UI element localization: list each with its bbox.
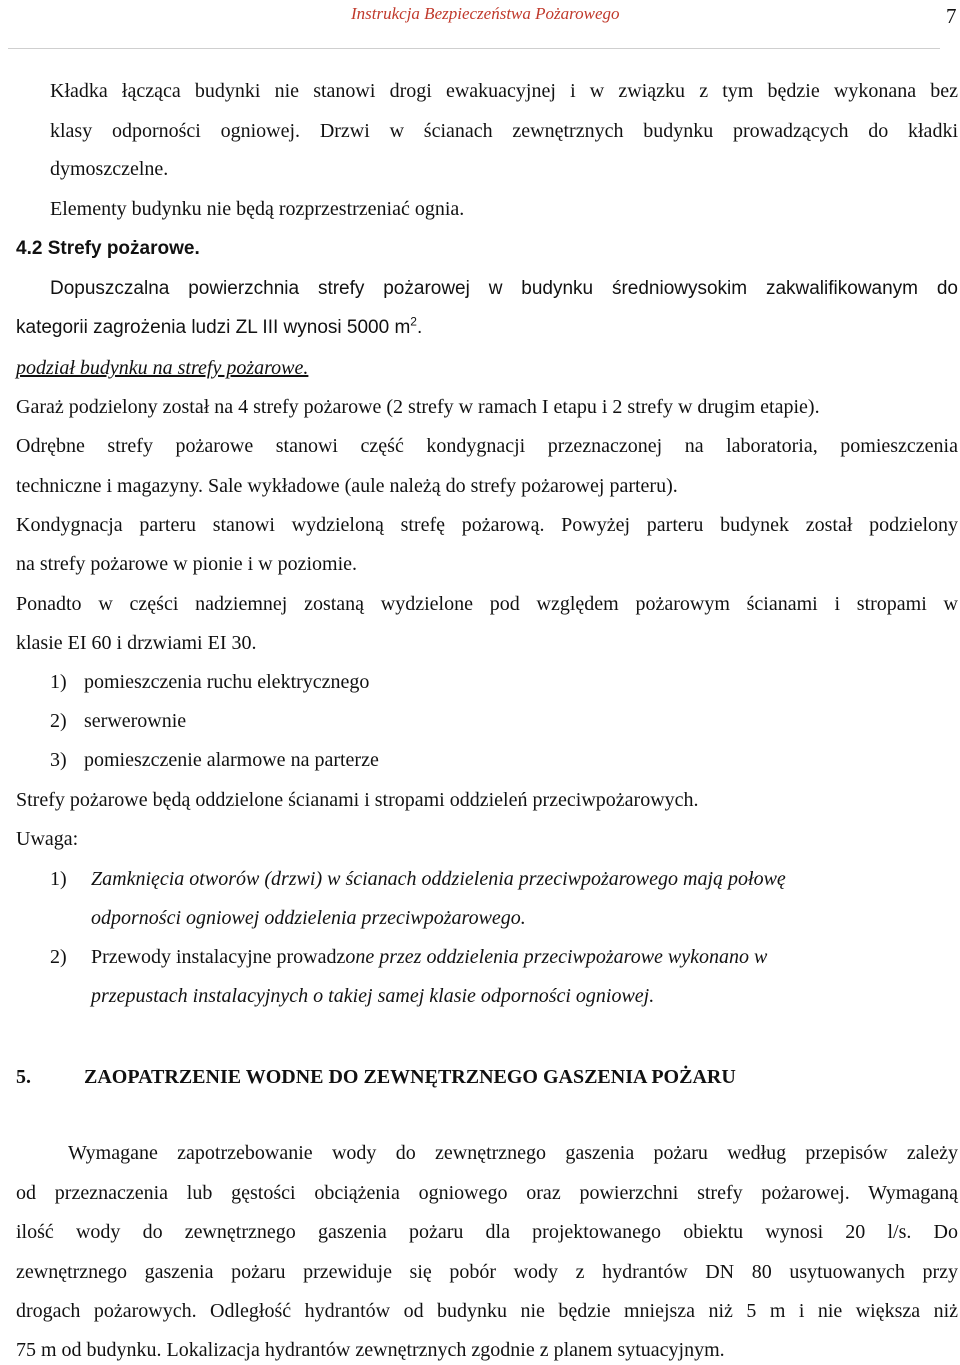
paragraph-line: Odrębne strefy pożarowe stanowi część kondygnacji przeznaczonej na laboratoria, pomieszczenia (16, 435, 958, 457)
document-title: Instrukcja Bezpieczeństwa Pożarowego (351, 4, 620, 23)
paragraph-line: od przeznaczenia lub gęstości obciążenia ogniowego oraz powierzchni strefy pożarowej. Wymaganą (16, 1182, 958, 1204)
list-item-continuation: odporności ogniowej oddzielenia przeciwpożarowego. (91, 907, 526, 929)
paragraph-line: Ponadto w części nadziemnej zostaną wydzielone pod względem pożarowym ścianami i stropami w (16, 593, 958, 615)
paragraph-line: zewnętrznego gaszenia pożaru przewiduje się pobór wody z hydrantów DN 80 usytuowanych przy (16, 1261, 958, 1283)
list-item: Zamknięcia otworów (drzwi) w ścianach oddzielenia przeciwpożarowego mają połowę (91, 868, 786, 890)
page-header (0, 4, 960, 28)
note-label: Uwaga: (16, 828, 79, 850)
section-heading: ZAOPATRZENIE WODNE DO ZEWNĘTRZNEGO GASZENIA POŻARU (84, 1066, 736, 1088)
paragraph-line: 75 m od budynku. Lokalizacja hydrantów zewnętrznych zgodnie z planem sytuacyjnym. (16, 1339, 725, 1361)
list-item: Przewody instalacyjne prowadzone przez oddzielenia przeciwpożarowe wykonano w (91, 946, 768, 968)
header-divider (8, 48, 940, 49)
list-number: 1) (50, 671, 67, 693)
list-item: pomieszczenie alarmowe na parterze (84, 749, 379, 771)
section-number: 5. (16, 1066, 31, 1088)
paragraph-line: Dopuszczalna powierzchnia strefy pożarowej w budynku średniowysokim zakwalifikowanym do (50, 278, 958, 299)
list-item-continuation: przepustach instalacyjnych o takiej samej klasie odporności ogniowej. (91, 985, 655, 1007)
paragraph-line: kategorii zagrożenia ludzi ZL III wynosi 5000 $m^2$. (16, 314, 423, 338)
list-number: 3) (50, 749, 67, 771)
paragraph-line: klasy odporności ogniowej. Drzwi w ścianach zewnętrznych budynku prowadzących do kładki (50, 120, 958, 142)
paragraph-line: techniczne i magazyny. Sale wykładowe (aule należą do strefy pożarowej parteru). (16, 475, 678, 497)
list-number: 1) (50, 868, 67, 890)
paragraph-line: Wymagane zapotrzebowanie wody do zewnętrznego gaszenia pożaru według przepisów zależy (68, 1142, 958, 1164)
paragraph-line: na strefy pożarowe w pionie i w poziomie. (16, 553, 358, 575)
paragraph-line: Garaż podzielony został na 4 strefy pożarowe (2 strefy w ramach I etapu i 2 strefy w drugim etapie). (16, 396, 820, 418)
page-number: 7 (946, 4, 957, 28)
list-item: serwerownie (84, 710, 187, 732)
list-number: 2) (50, 710, 67, 732)
paragraph-line: Strefy pożarowe będą oddzielone ścianami i stropami oddzieleń przeciwpożarowych. (16, 789, 699, 811)
section-heading: 4.2 Strefy pożarowe. (16, 238, 200, 259)
paragraph-line: dymoszczelne. (50, 158, 169, 180)
paragraph-line: ilość wody do zewnętrznego gaszenia pożaru dla projektowanego obiektu wynosi 20 l/s. Do (16, 1221, 958, 1243)
paragraph-line: Kondygnacja parteru stanowi wydzieloną strefę pożarową. Powyżej parteru budynek został podzielony (16, 514, 958, 536)
subheading: podział budynku na strefy pożarowe. (16, 357, 309, 379)
superscript: 2 (410, 314, 417, 329)
paragraph-line: drogach pożarowych. Odległość hydrantów od budynku nie będzie mniejsza niż 5 m i nie większa niż (16, 1300, 958, 1322)
list-number: 2) (50, 946, 67, 968)
paragraph-line: Elementy budynku nie będą rozprzestrzeniać ognia. (50, 198, 465, 220)
list-item: pomieszczenia ruchu elektrycznego (84, 671, 370, 693)
paragraph-line: Kładka łącząca budynki nie stanowi drogi ewakuacyjnej i w związku z tym będzie wykonana bez (50, 80, 958, 102)
paragraph-line: klasie EI 60 i drzwiami EI 30. (16, 632, 257, 654)
